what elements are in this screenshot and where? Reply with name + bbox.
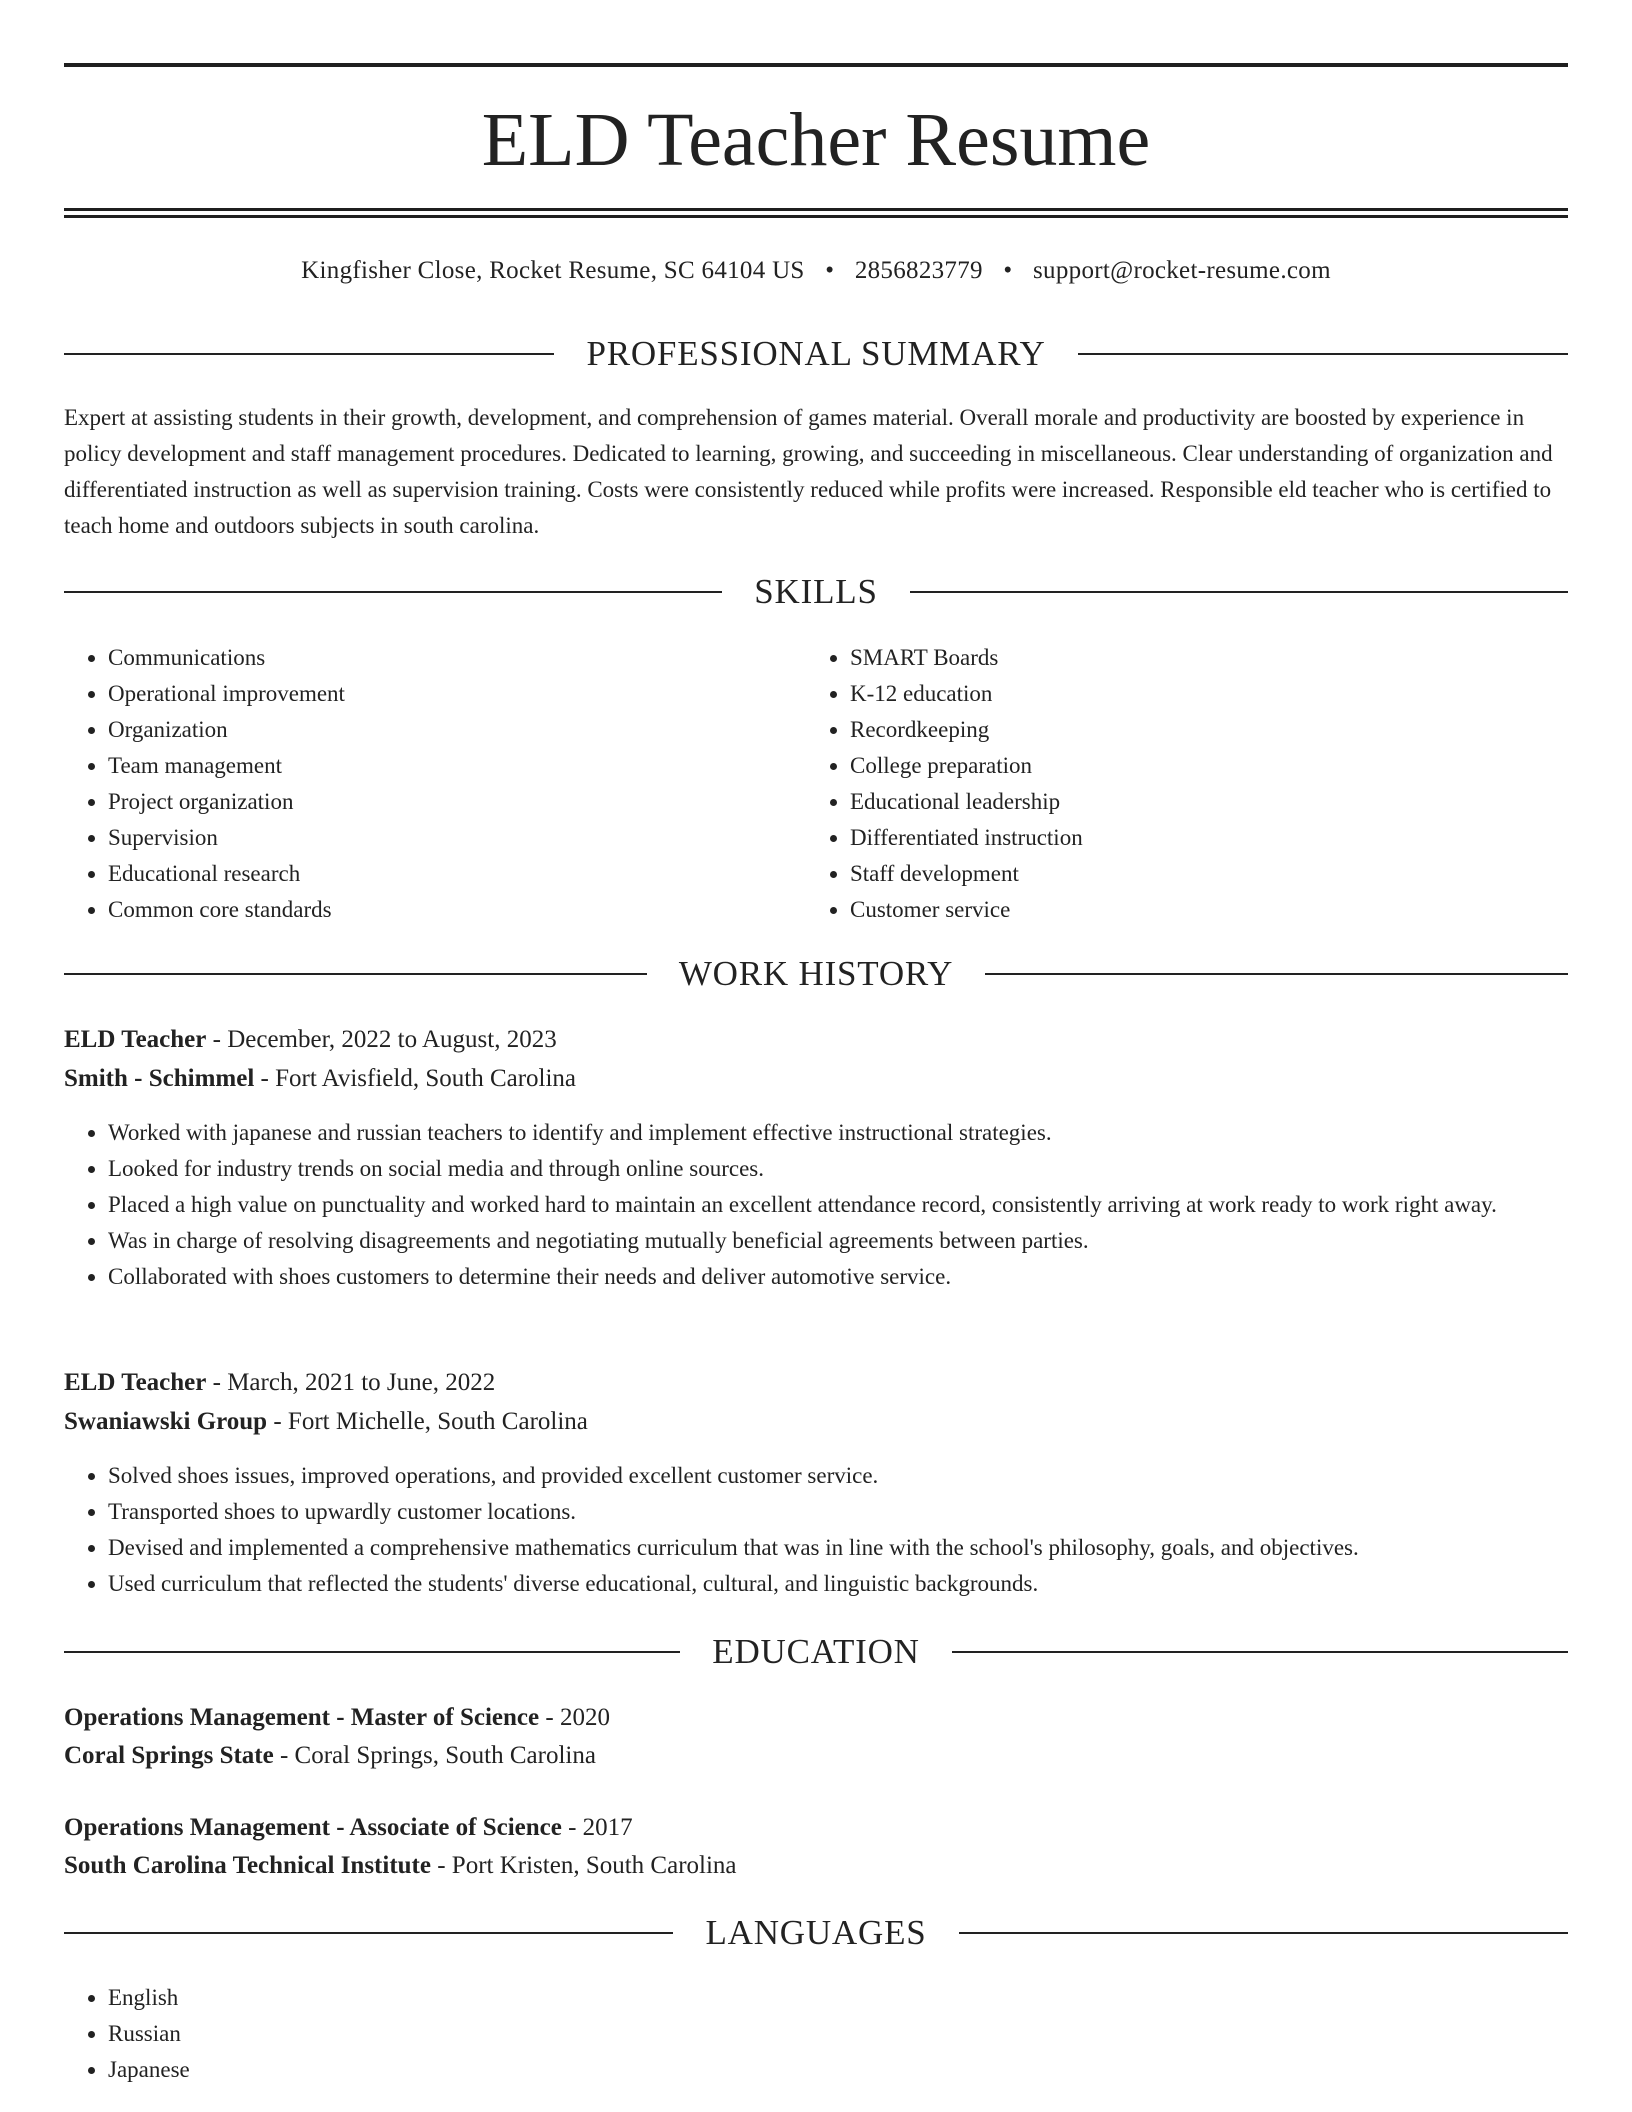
skills-column-right	[806, 640, 1526, 928]
section-header-skills	[64, 570, 1568, 614]
divider-line	[64, 1651, 680, 1653]
skill-item: • Team management	[108, 748, 784, 784]
divider-line	[985, 973, 1568, 975]
job-title: ELD Teacher	[64, 1026, 207, 1053]
skill-item: • Differentiated instruction	[850, 820, 1526, 856]
skill-item: • Organization	[108, 712, 784, 748]
job-bullet: • Placed a high value on punctuality and worked hard to maintain an excellent attendance record, consistently arriving at work ready to work right away.	[108, 1187, 1568, 1223]
divider-line	[64, 1932, 673, 1934]
job-company-line	[64, 1060, 1568, 1098]
divider-line	[1078, 353, 1568, 355]
education-degree-line	[64, 1809, 1568, 1847]
section-title: SKILLS	[754, 572, 878, 611]
job-bullets	[64, 1115, 1568, 1295]
skill-item: • Educational research	[108, 856, 784, 892]
job-bullet: • Devised and implemented a comprehensive mathematics curriculum that was in line with the school's philosophy, goals, and objectives.	[108, 1530, 1568, 1566]
job-dates: - March, 2021 to June, 2022	[212, 1369, 496, 1396]
job-title: ELD Teacher	[64, 1369, 207, 1396]
skill-item: • Operational improvement	[108, 676, 784, 712]
section-title: WORK HISTORY	[678, 954, 954, 993]
skill-item: • K-12 education	[850, 676, 1526, 712]
contact-line	[64, 254, 1568, 288]
skill-item: • Staff development	[850, 856, 1526, 892]
title-rule-lower	[64, 215, 1568, 218]
divider-line	[64, 973, 647, 975]
top-rule	[64, 63, 1568, 67]
education-year: - 2020	[545, 1704, 610, 1731]
education-location: - Coral Springs, South Carolina	[279, 1742, 596, 1769]
education-school: South Carolina Technical Institute	[64, 1852, 431, 1879]
skills-column-left	[64, 640, 784, 928]
skill-item: • Supervision	[108, 820, 784, 856]
job-company: Smith - Schimmel	[64, 1065, 255, 1092]
education-year: - 2017	[568, 1814, 633, 1841]
job-location: - Fort Avisfield, South Carolina	[260, 1065, 577, 1092]
job-bullet: • Worked with japanese and russian teachers to identify and implement effective instructional strategies.	[108, 1115, 1568, 1151]
job-bullets	[64, 1458, 1568, 1602]
divider-line	[64, 591, 722, 593]
job-bullet: • Looked for industry trends on social media and through online sources.	[108, 1151, 1568, 1187]
section-title: EDUCATION	[712, 1632, 920, 1671]
page-title: ELD Teacher Resume	[481, 98, 1151, 182]
skill-item: • Educational leadership	[850, 784, 1526, 820]
skill-item: • Project organization	[108, 784, 784, 820]
job-dates: - December, 2022 to August, 2023	[212, 1026, 557, 1053]
contact-separator: •	[1003, 257, 1013, 284]
language-item: • Japanese	[108, 2052, 784, 2088]
divider-line	[952, 1651, 1568, 1653]
contact-email: support@rocket-resume.com	[1033, 257, 1331, 284]
divider-line	[959, 1932, 1568, 1934]
section-header-work	[64, 952, 1568, 996]
job-bullet: • Collaborated with shoes customers to determine their needs and deliver automotive service.	[108, 1259, 1568, 1295]
education-degree: Operations Management - Associate of Science	[64, 1814, 562, 1841]
skill-item: • SMART Boards	[850, 640, 1526, 676]
education-school: Coral Springs State	[64, 1742, 274, 1769]
skill-item: • Communications	[108, 640, 784, 676]
job-title-line	[64, 1364, 1568, 1402]
skill-item: • Recordkeeping	[850, 712, 1526, 748]
skill-item: • Common core standards	[108, 892, 784, 928]
language-item: • Russian	[108, 2016, 784, 2052]
job-bullet: • Solved shoes issues, improved operations, and provided excellent customer service.	[108, 1458, 1568, 1494]
contact-address: Kingfisher Close, Rocket Resume, SC 64104 US	[301, 257, 805, 284]
job-location: - Fort Michelle, South Carolina	[273, 1408, 588, 1435]
section-title: LANGUAGES	[705, 1913, 927, 1952]
divider-line	[910, 591, 1568, 593]
language-item: • English	[108, 1980, 784, 2016]
skill-item: • College preparation	[850, 748, 1526, 784]
section-header-languages	[64, 1911, 1568, 1955]
education-degree: Operations Management - Master of Science	[64, 1704, 540, 1731]
education-location: - Port Kristen, South Carolina	[437, 1852, 737, 1879]
skill-item: • Customer service	[850, 892, 1526, 928]
job-bullet: • Used curriculum that reflected the students' diverse educational, cultural, and linguistic backgrounds.	[108, 1566, 1568, 1602]
title-rule-upper	[64, 208, 1568, 211]
section-header-summary	[64, 332, 1568, 376]
job-bullet: • Transported shoes to upwardly customer locations.	[108, 1494, 1568, 1530]
section-header-education	[64, 1630, 1568, 1674]
job-title-line	[64, 1021, 1568, 1059]
languages-list	[64, 1980, 784, 2088]
job-bullet: • Was in charge of resolving disagreements and negotiating mutually beneficial agreements between parties.	[108, 1223, 1568, 1259]
summary-text: Expert at assisting students in their growth, development, and comprehension of games material. Overall morale and productivity are boosted by experience in policy development and staff management procedures. Dedicated to learning, growing, and succeeding in miscellaneous. Clear understanding of organization and differentiated instruction as well as supervision training. Costs were consistently reduced while profits were increased. Responsible eld teacher who is certified to teach home and outdoors subjects in south carolina.	[64, 405, 1553, 538]
job-company: Swaniawski Group	[64, 1408, 268, 1435]
contact-phone: 2856823779	[854, 257, 983, 284]
divider-line	[64, 353, 554, 355]
job-company-line	[64, 1403, 1568, 1441]
contact-separator: •	[825, 257, 835, 284]
education-school-line	[64, 1737, 1568, 1775]
section-title: PROFESSIONAL SUMMARY	[586, 334, 1046, 373]
education-school-line	[64, 1847, 1568, 1885]
education-degree-line	[64, 1699, 1568, 1737]
